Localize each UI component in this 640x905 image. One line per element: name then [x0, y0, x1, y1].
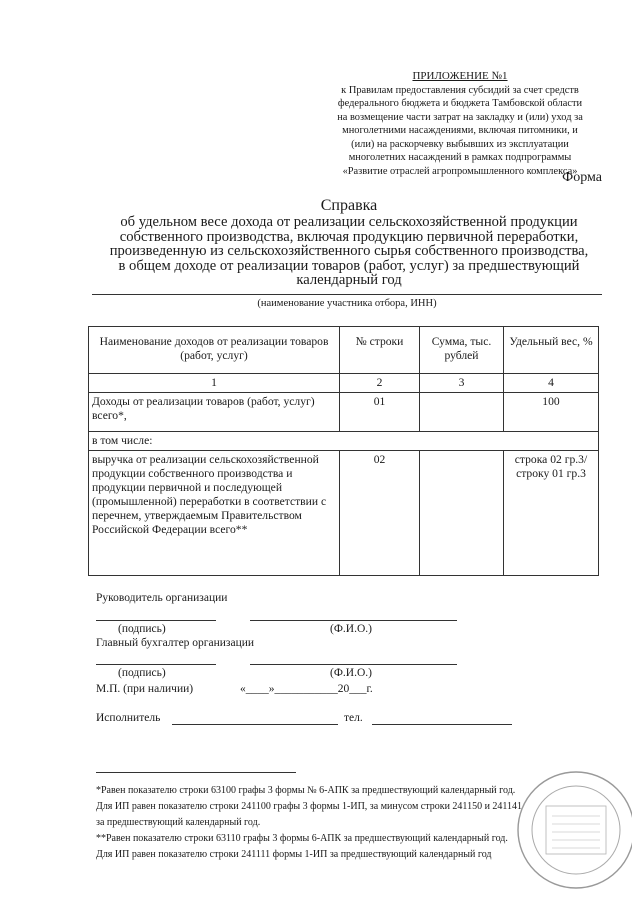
title-line: об удельном весе дохода от реализации сельскохозяйственной продукции — [120, 214, 578, 230]
executor-line[interactable] — [172, 724, 338, 725]
appendix-line: многолетними насаждениями, включая питомники, и — [342, 125, 578, 136]
accountant-sign-line[interactable] — [96, 664, 216, 665]
row-total-sum[interactable] — [420, 393, 504, 432]
row-agri-name: выручка от реализации сельскохозяйственной продукции собственного производства и продукции первичной и последующей (промышленной) переработки в соответствии с перечнем, утверждаемым Правительством Российской Федерации всего** — [89, 451, 340, 576]
footnote-line: за предшествующий календарный год. — [96, 817, 261, 828]
phone-line[interactable] — [372, 724, 512, 725]
appendix-line: к Правилам предоставления субсидий за счет средств — [341, 84, 579, 96]
title-line: в общем доходе от реализации товаров (работ, услуг) за предшествующий — [118, 257, 580, 274]
table-row — [89, 451, 599, 576]
appendix-number: ПРИЛОЖЕНИЕ №1 — [412, 70, 508, 82]
participant-line[interactable] — [92, 294, 602, 295]
participant-caption: (наименование участника отбора, ИНН) — [257, 298, 437, 309]
head-fio-line[interactable] — [250, 620, 457, 621]
form-label: Форма — [562, 170, 602, 185]
row-including: в том числе: — [89, 432, 599, 451]
row-total-weight: 100 — [504, 393, 599, 432]
header-sum: Сумма, тыс. рублей — [420, 327, 504, 374]
footnote-divider — [96, 772, 296, 773]
table-row — [89, 432, 599, 451]
date-field[interactable]: «____»___________20___г. — [240, 683, 373, 695]
col-number: 3 — [420, 374, 504, 393]
row-agri-line: 02 — [340, 451, 420, 576]
row-total-name: Доходы от реализации товаров (работ, услуг) всего*, — [89, 393, 340, 432]
income-table — [88, 326, 599, 576]
title-line: собственного производства, включая продукцию первичной переработки, — [119, 228, 579, 245]
row-agri-weight: строка 02 гр.3/ строку 01 гр.3 — [504, 451, 599, 576]
fio-caption: (Ф.И.О.) — [330, 667, 372, 679]
title-line: произведенную из сельскохозяйственного сырья собственного производства, — [109, 243, 589, 259]
accountant-fio-line[interactable] — [250, 664, 457, 665]
footnote-line: Для ИП равен показателю строки 241111 формы 1-ИП за предшествующий календарный год — [96, 849, 492, 860]
header-income-name: Наименование доходов от реализации товаров (работ, услуг) — [89, 327, 340, 374]
seal-label: М.П. (при наличии) — [96, 683, 194, 695]
fio-caption: (Ф.И.О.) — [330, 623, 372, 635]
row-total-line: 01 — [340, 393, 420, 432]
round-seal-icon — [512, 760, 632, 890]
sign-caption: (подпись) — [118, 667, 166, 679]
table-row — [89, 393, 599, 432]
appendix-line: многолетних насаждений в рамках подпрограммы — [348, 152, 572, 163]
accountant-label: Главный бухгалтер организации — [96, 637, 255, 649]
col-number: 1 — [89, 374, 340, 393]
table-header-row — [89, 327, 599, 374]
sign-caption: (подпись) — [118, 623, 166, 635]
row-agri-sum[interactable] — [420, 451, 504, 576]
head-sign-line[interactable] — [96, 620, 216, 621]
title-line: календарный год — [296, 272, 402, 288]
appendix-block — [250, 70, 640, 178]
executor-label: Исполнитель — [96, 712, 161, 724]
footnote-line: **Равен показателю строки 63110 графы 3 формы 6-АПК за предшествующий календарный год. — [96, 833, 508, 844]
footnote-line: *Равен показателю строки 63100 графы 3 формы № 6-АПК за предшествующий календарный год. — [96, 785, 516, 796]
header-weight: Удельный вес, % — [504, 327, 599, 374]
col-number: 2 — [340, 374, 420, 393]
appendix-line: на возмещение части затрат на закладку и (или) уход за — [337, 111, 583, 123]
col-number: 4 — [504, 374, 599, 393]
appendix-line: (или) на раскорчевку выбывших из эксплуатации — [351, 138, 569, 150]
document-title — [94, 197, 604, 288]
header-line-number: № строки — [340, 327, 420, 374]
title-heading: Справка — [320, 197, 378, 214]
appendix-line: федерального бюджета и бюджета Тамбовской области — [337, 98, 583, 109]
table-numbering-row — [89, 374, 599, 393]
appendix-line: «Развитие отраслей агропромышленного комплекса» — [342, 165, 578, 177]
footnote-line: Для ИП равен показателю строки 241100 графы 3 формы 1-ИП, за минусом строки 241150 и 241141 — [96, 801, 523, 812]
head-label: Руководитель организации — [96, 592, 228, 604]
phone-label: тел. — [344, 712, 363, 724]
